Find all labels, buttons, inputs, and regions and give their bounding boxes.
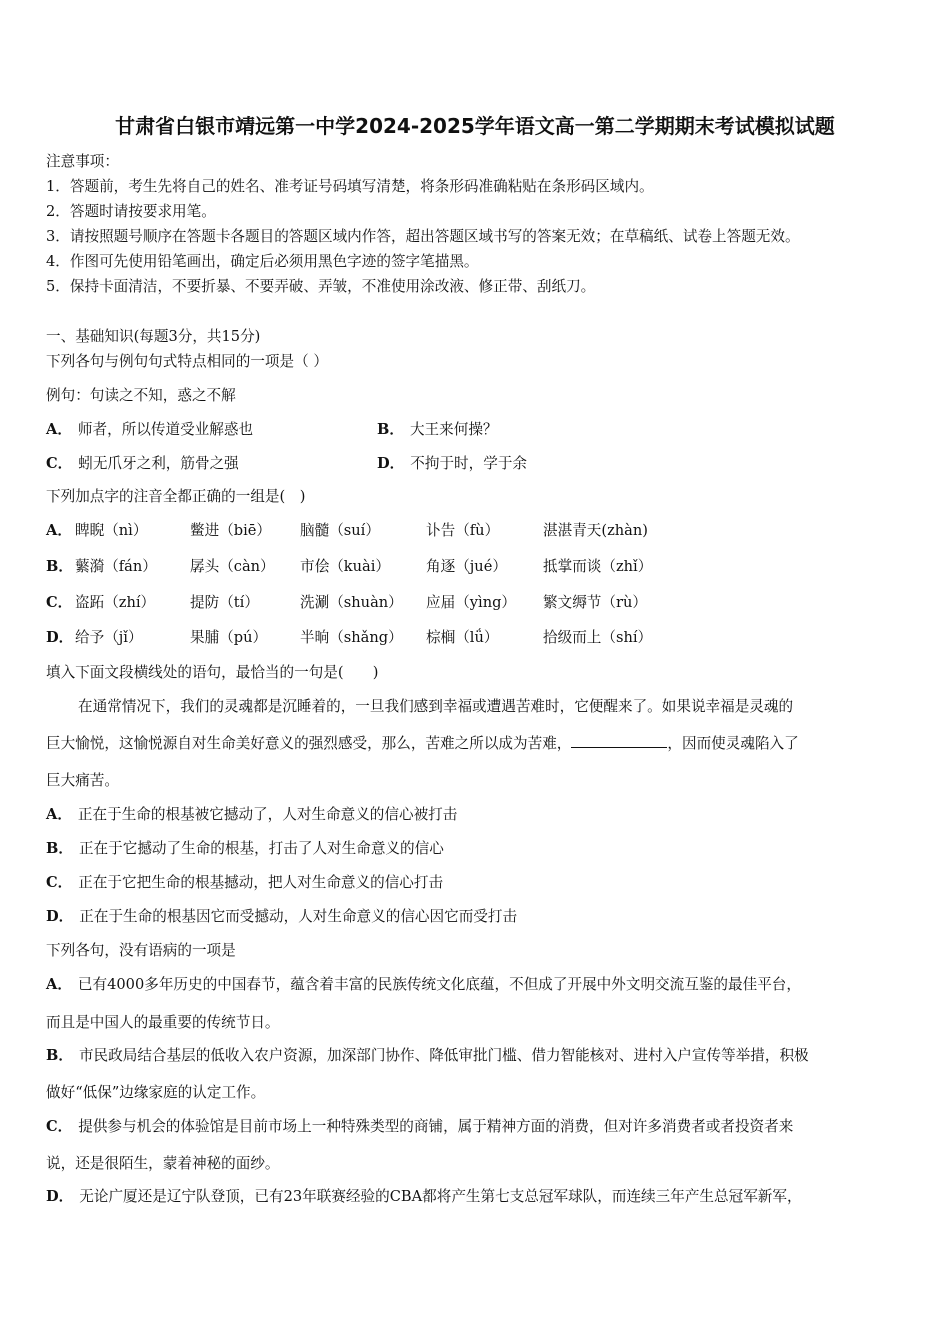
option-text: 正在于它把生命的根基撼动，把人对生命意义的信心打击 — [78, 874, 444, 891]
q1-stem: 下列各句与例句句式特点相同的一项是（ ） — [46, 353, 328, 370]
option-letter: D． — [377, 455, 405, 472]
q2-row-c-letter: C． — [46, 594, 73, 611]
option-text: 不拘于时，学于余 — [410, 455, 528, 472]
notice-item-3: 3．请按照题号顺序在答题卡各题目的答题区域内作答，超出答题区域书写的答案无效；在草稿纸、试卷上答题无效。 — [46, 228, 800, 245]
notice-item-4: 4．作图可先使用铅笔画出，确定后必须用黑色字迹的签字笔描黑。 — [46, 253, 479, 270]
q2-row-a-item: 湛湛青天(zhàn) — [543, 522, 648, 539]
q4-stem: 下列各句，没有语病的一项是 — [46, 942, 236, 959]
q4-option-c-cont: 说，还是很陌生，蒙着神秘的面纱。 — [46, 1155, 280, 1172]
q3-passage-line-2 — [46, 733, 799, 755]
exam-title: 甘肃省白银市靖远第一中学2024-2025学年语文高一第二学期期末考试模拟试题 — [115, 114, 835, 138]
option-text: 正在于它撼动了生命的根基，打击了人对生命意义的信心 — [78, 840, 444, 857]
q3-passage-text-a: 巨大愉悦，这愉悦源自对生命美好意义的强烈感受，那么，苦难之所以成为苦难， — [46, 735, 572, 752]
q3-passage-line-3: 巨大痛苦。 — [46, 772, 119, 789]
q2-row-b-item: 抵掌而谈（zhǐ） — [543, 558, 653, 575]
q3-option-c — [46, 872, 443, 894]
q3-option-d — [46, 906, 517, 928]
fill-blank — [571, 733, 667, 748]
option-text: 提供参与机会的体验馆是目前市场上一种特殊类型的商铺，属于精神方面的消费，但对许多消费者或者投资者来 — [78, 1118, 794, 1135]
q2-row-d-letter: D． — [46, 629, 74, 646]
option-letter: D． — [46, 1188, 74, 1205]
q1-option-b — [377, 419, 498, 441]
q2-row-d-item: 半晌（shǎng） — [300, 629, 403, 646]
q3-stem: 填入下面文段横线处的语句，最恰当的一句是( ) — [46, 664, 379, 681]
option-letter: A． — [46, 976, 72, 993]
q1-option-d — [377, 453, 527, 475]
q4-option-d — [46, 1186, 802, 1208]
option-text: 市民政局结合基层的低收入农户资源，加深部门协作、降低审批门槛、借力智能核对、进村入户宣传等举措，积极 — [78, 1047, 809, 1064]
option-text: 正在于生命的根基被它撼动了，人对生命意义的信心被打击 — [77, 806, 458, 823]
q4-option-c — [46, 1116, 793, 1138]
q2-row-d-item: 棕榈（lǘ） — [426, 629, 499, 646]
option-letter: D． — [46, 908, 74, 925]
q2-row-c-item: 应届（yìng） — [426, 594, 517, 611]
q2-row-a-item: 睥睨（nì） — [75, 522, 148, 539]
q4-option-b-cont: 做好“低保”边缘家庭的认定工作。 — [46, 1084, 266, 1101]
q2-row-a-letter: A． — [46, 522, 72, 539]
q2-row-d-item: 拾级而上（shí） — [543, 629, 653, 646]
q2-row-b-item: 蘩漪（fán） — [75, 558, 157, 575]
q3-passage-text-b: ，因而使灵魂陷入了 — [667, 735, 799, 752]
option-letter: B． — [377, 421, 404, 438]
option-text: 已有4000多年历史的中国春节，蕴含着丰富的民族传统文化底蕴，不但成了开展中外文明交流互鉴的最佳平台， — [77, 976, 801, 993]
q2-row-c-item: 繁文缛节（rù） — [543, 594, 647, 611]
q2-row-c-item: 提防（tí） — [190, 594, 259, 611]
q2-row-a-item: 讣告（fù） — [426, 522, 500, 539]
q2-row-a-item: 脑髓（suí） — [300, 522, 380, 539]
notice-heading: 注意事项： — [46, 153, 119, 170]
q2-row-c-item: 洗涮（shuàn） — [300, 594, 403, 611]
q3-option-b — [46, 838, 444, 860]
option-text: 无论广厦还是辽宁队登顶，已有23年联赛经验的CBA都将产生第七支总冠军球队，而连续三年产生总冠军新军， — [79, 1188, 802, 1205]
section-heading: 一、基础知识(每题3分，共15分) — [46, 328, 261, 345]
q1-option-c — [46, 453, 239, 475]
option-letter: A． — [46, 421, 72, 438]
q2-row-b-letter: B． — [46, 558, 73, 575]
option-letter: B． — [46, 1047, 73, 1064]
option-text: 蚓无爪牙之利，筋骨之强 — [78, 455, 239, 472]
q4-option-a-cont: 而且是中国人的最重要的传统节日。 — [46, 1014, 280, 1031]
q2-row-c-item: 盗跖（zhí） — [75, 594, 156, 611]
q3-option-a — [46, 804, 457, 826]
option-letter: C． — [46, 455, 73, 472]
q2-stem: 下列加点字的注音全都正确的一组是( ) — [46, 488, 306, 505]
q2-row-d-item: 给予（jǐ） — [75, 629, 143, 646]
option-text: 大王来何操？ — [409, 421, 498, 438]
q2-row-b-item: 孱头（càn） — [190, 558, 275, 575]
notice-item-1: 1．答题前，考生先将自己的姓名、准考证号码填写清楚，将条形码准确粘贴在条形码区域内。 — [46, 178, 654, 195]
q2-row-d-item: 果脯（pú） — [190, 629, 268, 646]
q3-passage-line-1: 在通常情况下，我们的灵魂都是沉睡着的，一旦我们感到幸福或遭遇苦难时，它便醒来了。如果说幸福是灵魂的 — [78, 698, 794, 715]
q2-row-b-item: 市侩（kuài） — [300, 558, 390, 575]
q4-option-b — [46, 1045, 809, 1067]
q1-example: 例句：句读之不知，惑之不解 — [46, 387, 236, 404]
q2-row-a-item: 鳖进（biē） — [190, 522, 272, 539]
option-text: 师者，所以传道受业解惑也 — [77, 421, 254, 438]
option-letter: A． — [46, 806, 72, 823]
q4-option-a — [46, 974, 801, 996]
q1-option-a — [46, 419, 253, 441]
option-letter: B． — [46, 840, 73, 857]
notice-item-2: 2．答题时请按要求用笔。 — [46, 203, 216, 220]
option-text: 正在于生命的根基因它而受撼动，人对生命意义的信心因它而受打击 — [79, 908, 518, 925]
option-letter: C． — [46, 874, 73, 891]
notice-item-5: 5．保持卡面清洁，不要折暴、不要弄破、弄皱，不准使用涂改液、修正带、刮纸刀。 — [46, 278, 596, 295]
q2-row-b-item: 角逐（jué） — [426, 558, 507, 575]
option-letter: C． — [46, 1118, 73, 1135]
